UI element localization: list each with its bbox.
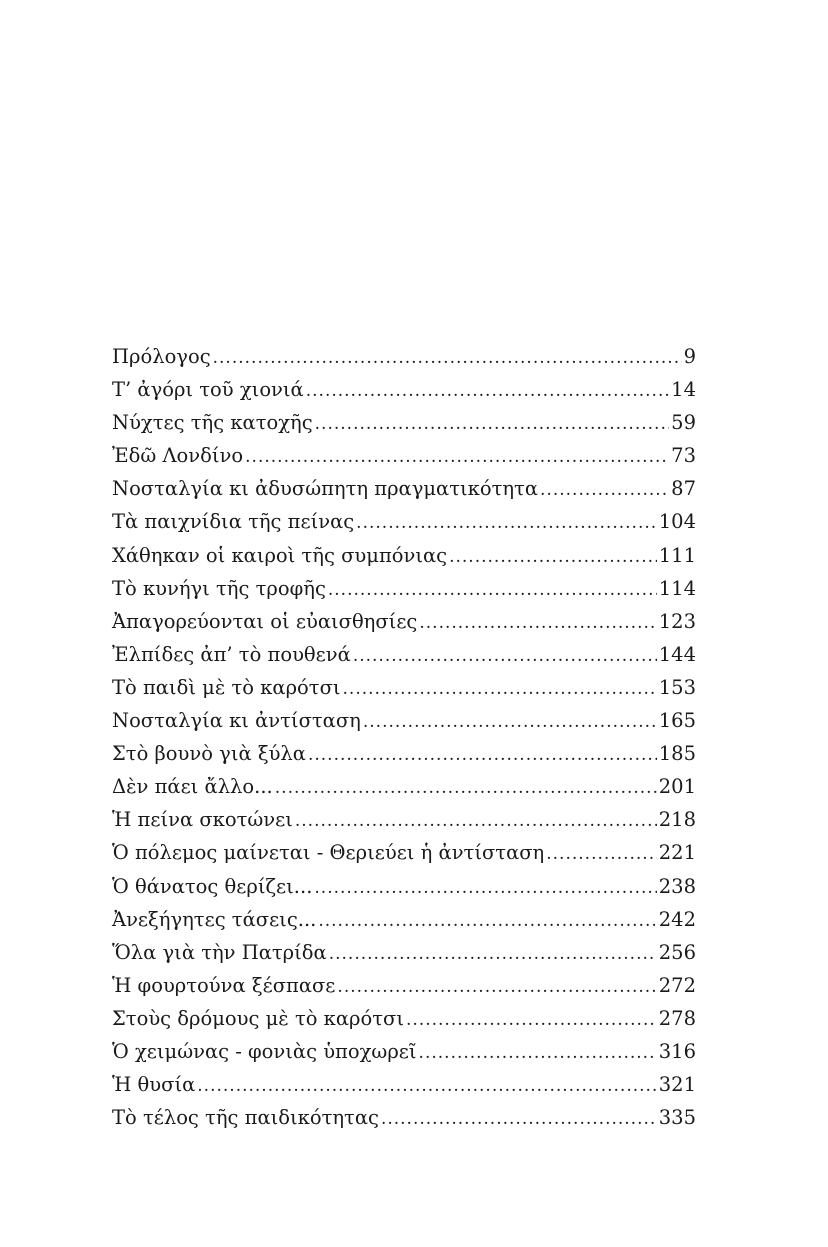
dot-leader (308, 739, 657, 772)
toc-entry-title: Στοὺς δρόμους μὲ τὸ καρότσι (112, 1006, 404, 1030)
toc-entry-page: 218 (658, 808, 696, 832)
toc-entry-title: Ὁ χειμώνας - φονιὰς ὑποχωρεῖ (112, 1039, 417, 1063)
toc-entry (112, 340, 696, 373)
dot-leader (295, 805, 657, 838)
toc-entry (112, 373, 696, 406)
dot-leader (540, 474, 669, 507)
toc-entry-title: Τὸ παιδὶ μὲ τὸ καρότσι (112, 675, 341, 699)
dot-leader (315, 408, 670, 441)
dot-leader (314, 872, 656, 905)
toc-entry-title: Τὸ κυνήγι τῆς τροφῆς (112, 576, 326, 600)
toc-entry-page: 316 (658, 1039, 696, 1063)
dot-leader (406, 1004, 657, 1037)
dot-leader (419, 1037, 657, 1070)
toc-entry-title: Ὁ θάνατος θερίζει... (112, 874, 313, 898)
toc-entry-title: Νοσταλγία κι ἀδυσώπητη πραγματικότητα (112, 477, 539, 501)
toc-entry-title: Πρόλογος (112, 345, 211, 368)
toc-entry (112, 1035, 696, 1068)
toc-entry (112, 969, 696, 1002)
dot-leader (353, 640, 657, 673)
toc-entry-title: Στὸ βουνὸ γιὰ ξύλα (112, 742, 306, 766)
dot-leader (329, 938, 657, 971)
toc-entry (112, 638, 696, 671)
toc-entry-page: 87 (671, 477, 696, 501)
dot-leader (363, 706, 657, 739)
toc-entry (112, 903, 696, 936)
toc-entry-page: 144 (658, 642, 696, 666)
toc-entry-page: 221 (658, 841, 696, 865)
toc-entry-title: Ἀπαγορεύονται οἱ εὐαισθησίες (112, 609, 418, 633)
toc-entry-page: 185 (658, 742, 696, 766)
toc-entry (112, 1068, 696, 1101)
toc-entry (112, 1101, 696, 1134)
toc-entry-title: Ἡ θυσία (112, 1073, 196, 1097)
toc-entry-page: 111 (658, 543, 696, 567)
dot-leader (197, 1070, 657, 1103)
toc-entry (112, 539, 696, 572)
dot-leader (275, 772, 657, 805)
toc-entry-page: 123 (658, 609, 696, 633)
dot-leader (245, 441, 669, 474)
toc-entry (112, 406, 696, 439)
toc-entry-page: 9 (683, 345, 696, 368)
toc-entry-page: 153 (658, 675, 696, 699)
toc-entry (112, 605, 696, 638)
toc-entry-page: 256 (658, 940, 696, 964)
toc-entry-title: Ἐδῶ Λονδίνο (112, 444, 244, 468)
toc-entry-page: 165 (658, 709, 696, 733)
toc-entry (112, 439, 696, 472)
dot-leader (337, 971, 656, 1004)
toc-entry (112, 936, 696, 969)
toc-entry (112, 1002, 696, 1035)
toc-entry (112, 770, 696, 803)
toc-entry-title: Ἐλπίδες ἀπ’ τὸ πουθενά (112, 642, 351, 666)
toc-entry-title: Νύχτες τῆς κατοχῆς (112, 411, 313, 435)
toc-entry (112, 671, 696, 704)
toc-entry (112, 836, 696, 869)
toc-entry-page: 242 (658, 907, 696, 931)
toc-entry-title: Ὁ πόλεμος μαίνεται - Θεριεύει ἡ ἀντίσταση (112, 841, 545, 865)
toc-entry-page: 104 (658, 510, 696, 534)
toc-entry-title: Τὰ παιχνίδια τῆς πείνας (112, 510, 355, 534)
dot-leader (419, 607, 656, 640)
toc-entry (112, 870, 696, 903)
toc-entry-page: 114 (658, 576, 696, 600)
toc-entry (112, 737, 696, 770)
toc-entry-page: 238 (658, 874, 696, 898)
toc-entry-page: 278 (658, 1006, 696, 1030)
toc-entry-title: Ἀνεξήγητες τάσεις... (112, 907, 317, 931)
toc-entry (112, 572, 696, 605)
toc-entry-page: 59 (671, 411, 696, 435)
toc-entry (112, 472, 696, 505)
dot-leader (381, 1103, 657, 1136)
dot-leader (546, 838, 657, 871)
dot-leader (356, 507, 657, 540)
toc-entry-page: 335 (658, 1106, 696, 1130)
toc-entry-title: Τ’ ἀγόρι τοῦ χιονιά (112, 378, 304, 402)
toc-entry-title: Τὸ τέλος τῆς παιδικότητας (112, 1106, 379, 1130)
toc-entry-title: Δὲν πάει ἄλλο... (112, 775, 273, 799)
dot-leader (306, 375, 669, 408)
table-of-contents (112, 340, 696, 1134)
toc-entry-title: Νοσταλγία κι ἀντίσταση (112, 709, 361, 733)
dot-leader (449, 541, 657, 574)
toc-entry-page: 321 (658, 1073, 696, 1097)
toc-entry-title: Ἡ φουρτούνα ξέσπασε (112, 973, 336, 997)
dot-leader (328, 574, 657, 607)
toc-entry-title: Χάθηκαν οἱ καιροὶ τῆς συμπόνιας (112, 543, 448, 567)
toc-entry-page: 73 (671, 444, 696, 468)
toc-entry (112, 704, 696, 737)
toc-entry-page: 201 (658, 775, 696, 799)
toc-entry-page: 272 (658, 973, 696, 997)
toc-entry (112, 803, 696, 836)
toc-entry-title: Ἡ πείνα σκοτώνει (112, 808, 293, 832)
toc-entry-title: Ὅλα γιὰ τὴν Πατρίδα (112, 940, 327, 964)
toc-entry-page: 14 (671, 378, 696, 402)
dot-leader (318, 905, 656, 938)
toc-entry (112, 505, 696, 538)
dot-leader (343, 673, 657, 706)
dot-leader (213, 342, 682, 375)
